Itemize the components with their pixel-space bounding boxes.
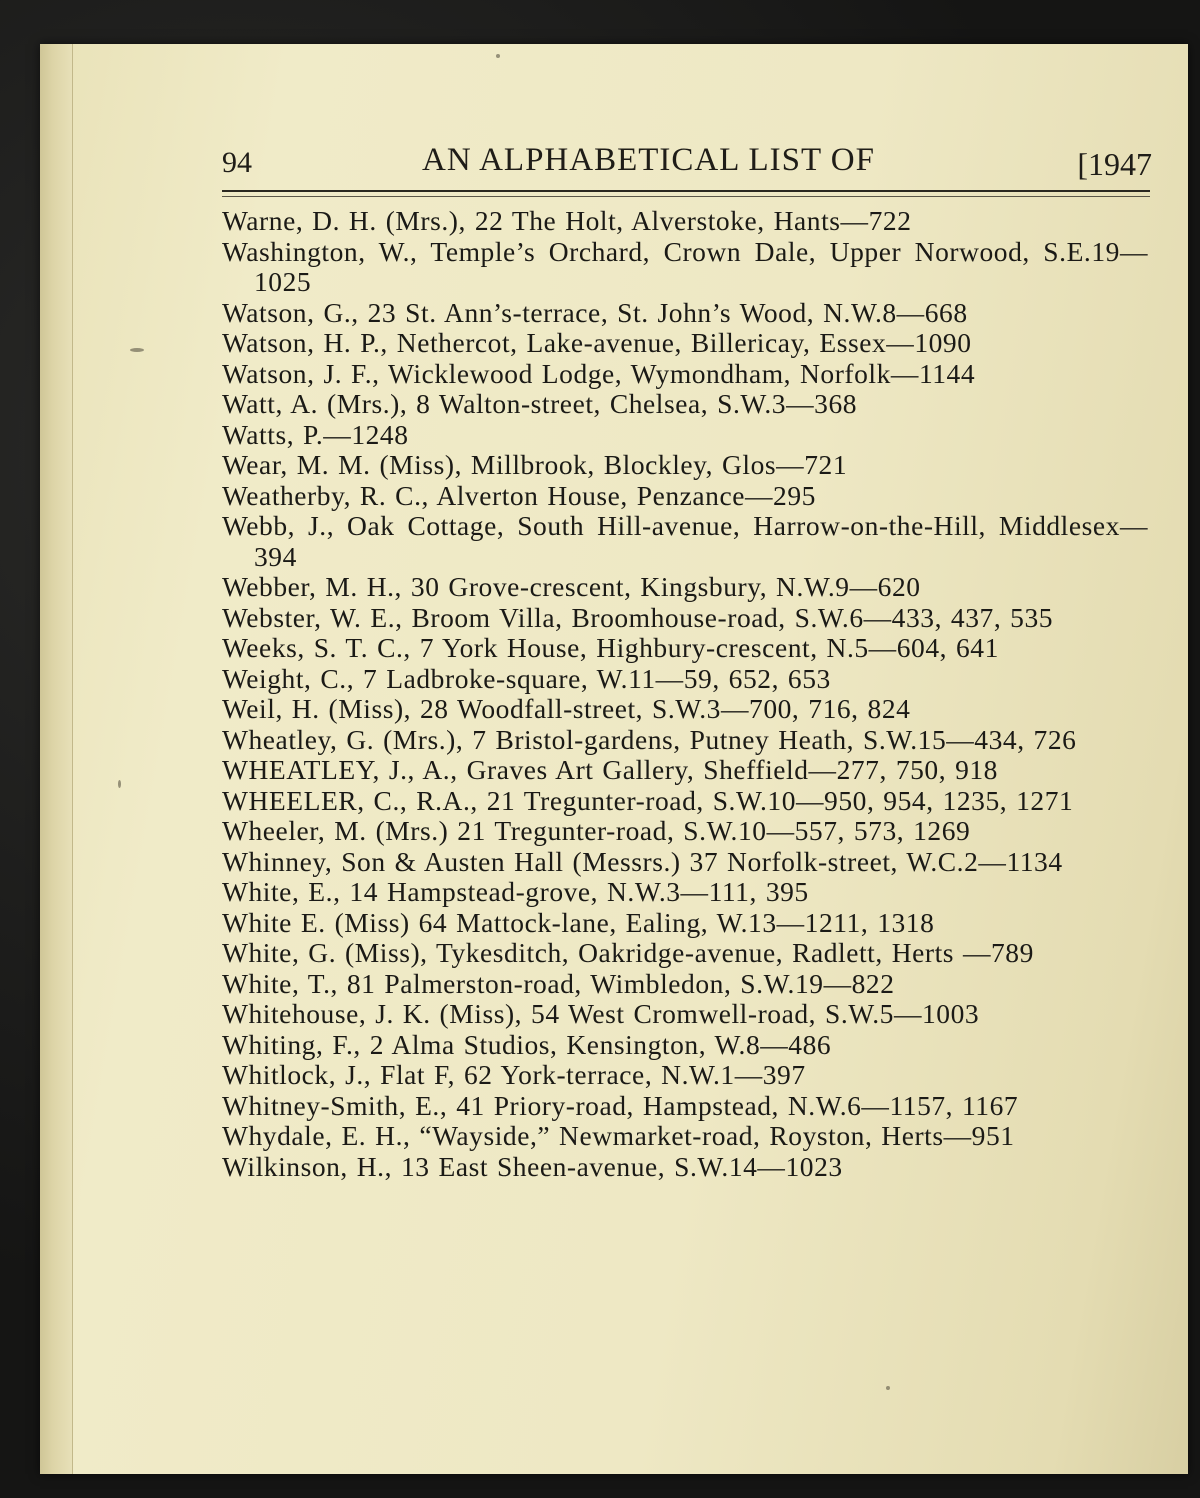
list-entry: Watson, G., 23 St. Ann’s-terrace, St. John’s Wood, N.W.8—668 (222, 296, 968, 328)
page-year: [1947 (1077, 146, 1152, 182)
page-gutter (40, 44, 73, 1474)
entry-list (222, 206, 1148, 1182)
list-entry: Weight, C., 7 Ladbroke-square, W.11—59, 652, 653 (222, 662, 831, 694)
list-entry: White, E., 14 Hampstead-grove, N.W.3—111, 395 (222, 876, 809, 907)
page-number: 94 (222, 146, 252, 179)
list-entry: Watt, A. (Mrs.), 8 Walton-street, Chelsea, S.W.3—368 (222, 388, 858, 419)
list-entry: Webber, M. H., 30 Grove-crescent, Kingsbury, N.W.9—620 (222, 571, 921, 602)
paper-speck (130, 348, 144, 352)
running-head (222, 140, 1152, 188)
list-entry: White E. (Miss) 64 Mattock-lane, Ealing, W.13—1211, 1318 (222, 906, 935, 938)
header-rule (222, 190, 1150, 192)
list-entry: Watson, J. F., Wicklewood Lodge, Wymondham, Norfolk—1144 (222, 357, 976, 389)
page-title: AN ALPHABETICAL LIST OF (422, 142, 875, 178)
list-entry: Webb, J., Oak Cottage, South Hill-avenue, Harrow-on-the-Hill, Middlesex—394 (222, 510, 1148, 572)
list-entry: White, G. (Miss), Tykesditch, Oakridge-avenue, Radlett, Herts —789 (222, 937, 1034, 968)
list-entry: Wear, M. M. (Miss), Millbrook, Blockley, Glos—721 (222, 449, 848, 480)
list-entry: Whitney-Smith, E., 41 Priory-road, Hampstead, N.W.6—1157, 1167 (222, 1089, 1019, 1121)
list-entry: Weatherby, R. C., Alverton House, Penzance—295 (222, 479, 816, 511)
list-entry: White, T., 81 Palmerston-road, Wimbledon, S.W.19—822 (222, 967, 895, 999)
list-entry: Whiting, F., 2 Alma Studios, Kensington, W.8—486 (222, 1028, 832, 1060)
list-entry: Whitlock, J., Flat F, 62 York-terrace, N.W.1—397 (222, 1059, 806, 1090)
list-entry: Warne, D. H. (Mrs.), 22 The Holt, Alverstoke, Hants—722 (222, 205, 912, 236)
paper-speck (496, 54, 500, 58)
list-entry: Wheatley, G. (Mrs.), 7 Bristol-gardens, Putney Heath, S.W.15—434, 726 (222, 723, 1077, 755)
list-entry: Weeks, S. T. C., 7 York House, Highbury-crescent, N.5—604, 641 (222, 632, 999, 663)
list-entry: Watts, P.—1248 (222, 418, 409, 450)
list-entry: Webster, W. E., Broom Villa, Broomhouse-road, S.W.6—433, 437, 535 (222, 601, 1054, 633)
list-entry: Wilkinson, H., 13 East Sheen-avenue, S.W.14—1023 (222, 1150, 843, 1182)
list-entry: WHEATLEY, J., A., Graves Art Gallery, Sheffield—277, 750, 918 (222, 754, 998, 785)
list-entry: Weil, H. (Miss), 28 Woodfall-street, S.W.3—700, 716, 824 (222, 693, 911, 724)
list-entry: WHEELER, C., R.A., 21 Tregunter-road, S.W.10—950, 954, 1235, 1271 (222, 784, 1074, 816)
list-entry: Whydale, E. H., “Wayside,” Newmarket-road, Royston, Herts—951 (222, 1120, 1015, 1151)
list-entry: Whitehouse, J. K. (Miss), 54 West Cromwell-road, S.W.5—1003 (222, 998, 980, 1029)
list-entry: Washington, W., Temple’s Orchard, Crown Dale, Upper Norwood, S.E.19—1025 (222, 235, 1148, 297)
paper-speck (118, 780, 121, 788)
list-entry: Watson, H. P., Nethercot, Lake-avenue, Billericay, Essex—1090 (222, 327, 972, 358)
paper-speck (886, 1386, 890, 1390)
header-rule-thin (222, 196, 1150, 197)
list-entry: Whinney, Son & Austen Hall (Messrs.) 37 Norfolk-street, W.C.2—1134 (222, 845, 1063, 877)
list-entry: Wheeler, M. (Mrs.) 21 Tregunter-road, S.W.10—557, 573, 1269 (222, 815, 971, 846)
